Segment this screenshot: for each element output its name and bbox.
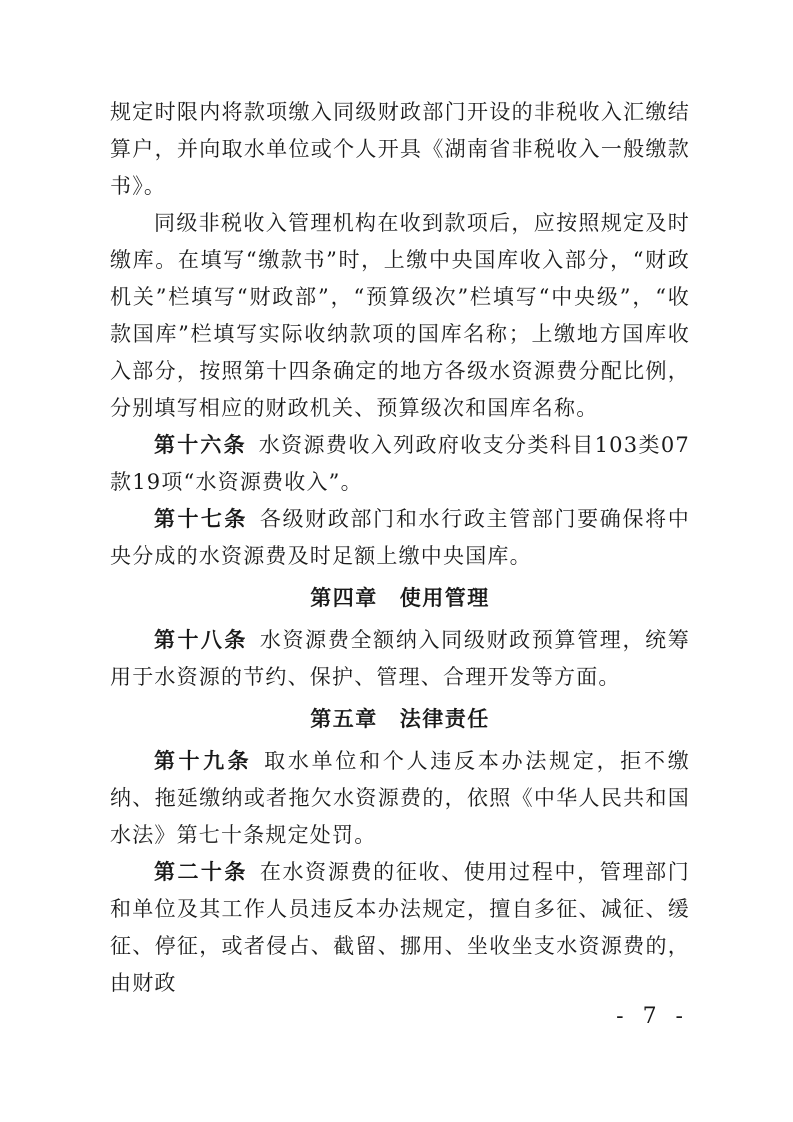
- paragraph-continuation: 规定时限内将款项缴入同级财政部门开设的非税收入汇缴结算户，并向取水单位或个人开具《湖南省非税收入一般缴款书》。: [110, 100, 690, 198]
- article-18: [110, 622, 690, 696]
- paragraph-treasury-payment: 同级非税收入管理机构在收到款项后，应按照规定及时缴库。在填写“缴款书”时，上缴中央国库收入部分，“财政机关”栏填写“财政部”，“预算级次”栏填写“中央级”，“收款国库”栏填写实际收纳款项的国库名称；上缴地方国库收入部分，按照第十四条确定的地方各级水资源费分配比例，分别填写相应的财政机关、预算级次和国库名称。: [110, 211, 690, 420]
- article-16-label: 第十六条: [154, 433, 247, 457]
- chapter-4-number: 第四章: [310, 586, 378, 610]
- article-20-text: 在水资源费的征收、使用过程中，管理部门和单位及其工作人员违反本办法规定，擅自多征、减征、缓征、停征，或者侵占、截留、挪用、坐收坐支水资源费的，由财政: [110, 860, 690, 995]
- chapter-5-title: 法律责任: [399, 707, 490, 731]
- article-20-label: 第二十条: [154, 860, 248, 884]
- article-19-text: 取水单位和个人违反本办法规定，拒不缴纳、拖延缴纳或者拖欠水资源费的，依照《中华人民共和国水法》第七十条规定处罚。: [110, 749, 690, 847]
- article-18-label: 第十八条: [154, 628, 248, 652]
- article-17-label: 第十七条: [154, 507, 248, 531]
- chapter-5-heading: [110, 696, 690, 743]
- article-19-label: 第十九条: [154, 749, 253, 773]
- article-20: [110, 854, 690, 1002]
- article-16: [110, 427, 690, 501]
- chapter-4-title: 使用管理: [399, 586, 490, 610]
- document-body: [110, 94, 690, 1002]
- article-18-text: 水资源费全额纳入同级财政预算管理，统筹用于水资源的节约、保护、管理、合理开发等方面。: [110, 628, 690, 689]
- chapter-5-number: 第五章: [310, 707, 378, 731]
- article-17: [110, 501, 690, 575]
- page-number: - 7 -: [616, 1004, 689, 1029]
- article-19: [110, 743, 690, 854]
- chapter-4-heading: [110, 575, 690, 622]
- article-17-text: 各级财政部门和水行政主管部门要确保将中央分成的水资源费及时足额上缴中央国库。: [110, 507, 690, 568]
- article-16-text: 水资源费收入列政府收支分类科目103类07款19项“水资源费收入”。: [110, 433, 690, 494]
